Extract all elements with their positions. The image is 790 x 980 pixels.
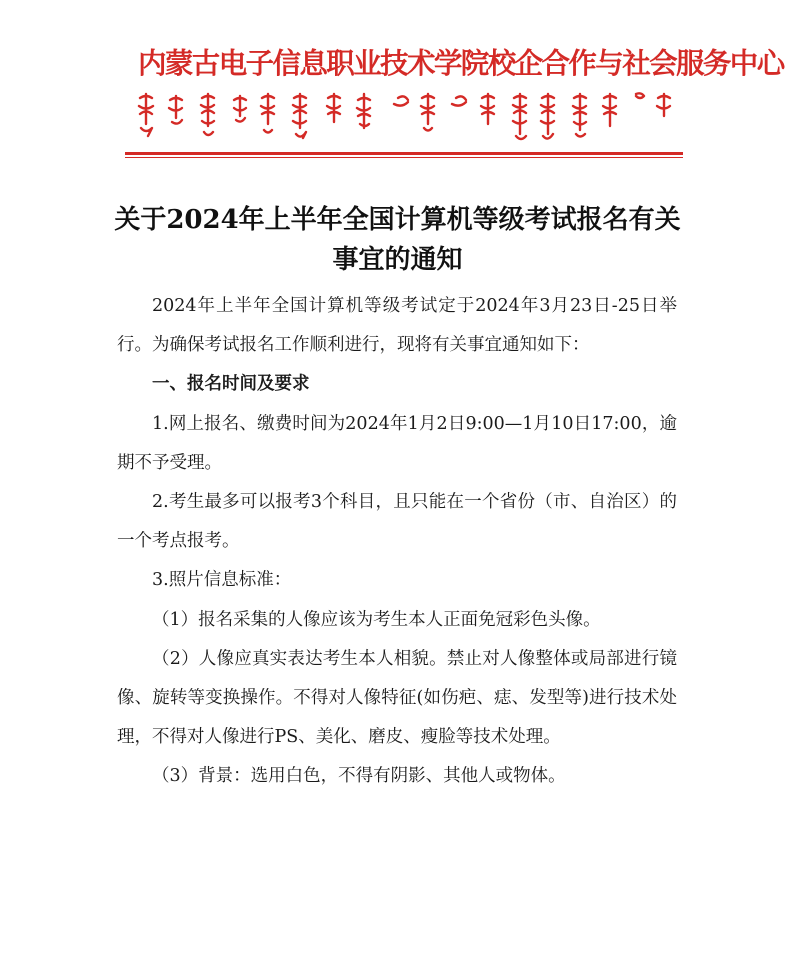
letterhead-divider-thick (125, 152, 683, 155)
section-heading: 一、报名时间及要求 (152, 374, 310, 395)
document-body (117, 287, 677, 797)
sub-list-item: （2）人像应真实表达考生本人相貌。禁止对人像整体或局部进行镜像、旋转等变换操作。不得对人像特征(如伤疤、痣、发型等)进行技术处理，不得对人像进行PS、美化、磨皮、瘦脸等技术处理。 (117, 648, 677, 748)
organization-name: 内蒙古电子信息职业技术学院校企合作与社会服务中心 (138, 47, 784, 80)
list-item: 3.照片信息标准： (152, 570, 292, 591)
list-item: 1.网上报名、缴费时间为2024年1月2日9:00—1月10日17:00，逾期不予受理。 (117, 413, 677, 473)
sub-list-item: （1）报名采集的人像应该为考生本人正面免冠彩色头像。 (152, 609, 601, 630)
letterhead-divider-thin (125, 157, 683, 158)
mongolian-script-logo (128, 90, 673, 146)
letterhead (0, 0, 790, 170)
document-title: 关于2024年上半年全国计算机等级考试报名有关事宜的通知 (114, 205, 681, 275)
intro-paragraph: 2024年上半年全国计算机等级考试定于2024年3月23日-25日举行。为确保考试报名工作顺利进行，现将有关事宜通知如下： (117, 296, 677, 356)
sub-list-item: （3）背景：选用白色，不得有阴影、其他人或物体。 (152, 766, 566, 787)
list-item: 2.考生最多可以报考3个科目，且只能在一个省份（市、自治区）的一个考点报考。 (117, 492, 677, 552)
